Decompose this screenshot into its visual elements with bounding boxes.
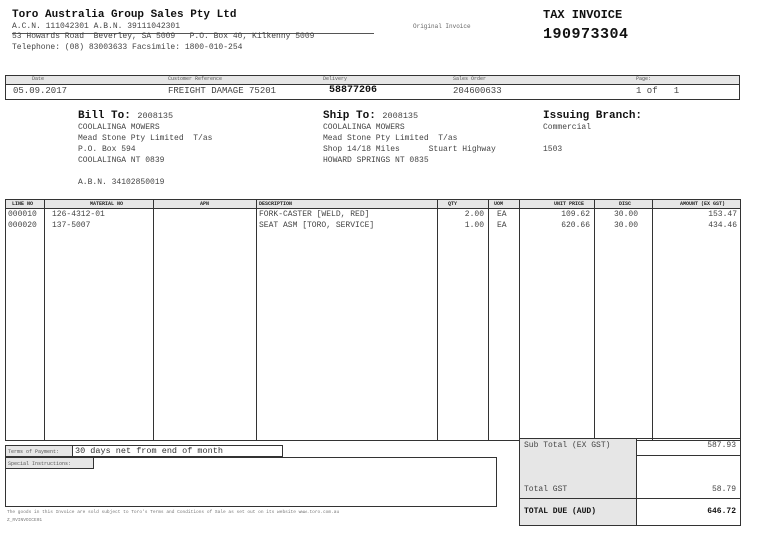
date-label: Date: [32, 76, 45, 82]
table-cell-disc: 30.00: [614, 221, 639, 230]
bill-to-code: 2008135: [137, 111, 174, 121]
line-items-table: [5, 199, 741, 441]
page-value: 1 of 1: [636, 86, 680, 96]
page-label: Page:: [636, 76, 652, 82]
table-cell-description: FORK-CASTER [WELD, RED]: [259, 210, 370, 219]
company-address: 53 Howards Road Beverley, SA 5009 P.O. Box 40, Kilkenny 5009: [12, 32, 315, 41]
issuing-branch-code: 1503: [543, 145, 563, 154]
sales-order-label: Sales Order: [453, 76, 487, 82]
invoice-number: 190973304: [543, 26, 629, 43]
totals-divider: [519, 498, 741, 499]
col-header-apn: APN: [200, 201, 210, 207]
delivery-value: 58877206: [329, 85, 378, 96]
gst-value: 58.79: [711, 485, 736, 494]
col-header-description: DESCRIPTION: [259, 201, 293, 207]
delivery-label: Delivery: [323, 76, 348, 82]
col-header-amount: AMOUNT (EX GST): [680, 201, 726, 207]
company-name: Toro Australia Group Sales Pty Ltd: [12, 9, 237, 21]
date-value: 05.09.2017: [13, 86, 68, 96]
ship-to-title: Ship To:: [323, 110, 376, 122]
footer-form-code: Z_RVINVOICE01: [7, 518, 43, 523]
header-label-band: [5, 75, 740, 84]
ship-to-line: Mead Stone Pty Limited T/as: [323, 134, 458, 143]
col-header-unit-price: UNIT PRICE: [554, 201, 585, 207]
column-divider: [44, 199, 45, 441]
sales-order-value: 204600633: [453, 86, 502, 96]
invoice-title: TAX INVOICE: [543, 8, 623, 22]
bill-to-abn: A.B.N. 34102850019: [78, 178, 165, 187]
table-cell-uom: EA: [497, 221, 507, 230]
table-cell-unit-price: 620.66: [561, 221, 590, 230]
column-divider: [153, 199, 154, 441]
gst-label: Total GST: [524, 485, 568, 494]
footer-terms-note: The goods in this Invoice are sold subject to Toro's Terms and Conditions of Sale as set out on its website www.toro.com.au: [7, 510, 340, 515]
original-invoice-label: Original Invoice: [413, 23, 471, 30]
column-divider: [519, 199, 520, 441]
column-divider: [594, 199, 595, 441]
ship-to-line: HOWARD SPRINGS NT 0835: [323, 156, 429, 165]
column-divider: [652, 199, 653, 441]
table-cell-disc: 30.00: [614, 210, 639, 219]
ship-to-line: Shop 14/18 Miles Stuart Highway: [323, 145, 496, 154]
terms-label: Terms of Payment:: [5, 445, 73, 457]
table-cell-qty: 2.00: [464, 210, 484, 219]
ship-to-code: 2008135: [382, 111, 419, 121]
table-cell-description: SEAT ASM [TORO, SERVICE]: [259, 221, 375, 230]
total-due-label: TOTAL DUE (AUD): [524, 507, 597, 516]
company-phone: Telephone: (08) 83003633 Facsimile: 1800-010-254: [12, 43, 243, 52]
subtotal-value: 587.93: [707, 441, 736, 450]
terms-value: 30 days net from end of month: [73, 445, 283, 457]
column-divider: [437, 199, 438, 441]
col-header-material-no: MATERIAL NO: [90, 201, 124, 207]
bill-to-line: Mead Stone Pty Limited T/as: [78, 134, 213, 143]
table-cell-qty: 1.00: [464, 221, 484, 230]
ship-to-heading: [323, 110, 418, 122]
issuing-branch-name: Commercial: [543, 123, 592, 132]
customer-ref-label: Customer Reference: [168, 76, 223, 82]
table-cell-amount: 434.46: [708, 221, 737, 230]
table-cell-amount: 153.47: [708, 210, 737, 219]
bill-to-heading: [78, 110, 173, 122]
customer-ref-value: FREIGHT DAMAGE 75201: [168, 86, 277, 96]
bill-to-title: Bill To:: [78, 110, 131, 122]
issuing-branch-heading: Issuing Branch:: [543, 110, 643, 122]
column-divider: [488, 199, 489, 441]
bill-to-line: COOLALINGA MOWERS: [78, 123, 160, 132]
special-instructions-label: Special Instructions:: [5, 457, 94, 469]
subtotal-label: Sub Total (EX GST): [524, 441, 611, 450]
table-cell-material-no: 137-5007: [52, 221, 91, 230]
column-divider: [256, 199, 257, 441]
bill-to-line: COOLALINGA NT 0839: [78, 156, 165, 165]
table-cell-line-no: 000020: [8, 221, 37, 230]
col-header-qty: QTY: [448, 201, 458, 207]
col-header-uom: UOM: [494, 201, 504, 207]
col-header-disc: DISC: [619, 201, 632, 207]
bill-to-line: P.O. Box 594: [78, 145, 136, 154]
table-cell-unit-price: 109.62: [561, 210, 590, 219]
total-due-value: 646.72: [707, 507, 736, 516]
company-acn-abn: A.C.N. 111042301 A.B.N. 39111042301: [12, 22, 181, 31]
table-cell-material-no: 126-4312-01: [52, 210, 105, 219]
col-header-line-no: LINE NO: [12, 201, 34, 207]
table-cell-uom: EA: [497, 210, 507, 219]
table-cell-line-no: 000010: [8, 210, 37, 219]
ship-to-line: COOLALINGA MOWERS: [323, 123, 405, 132]
totals-divider: [637, 455, 741, 456]
